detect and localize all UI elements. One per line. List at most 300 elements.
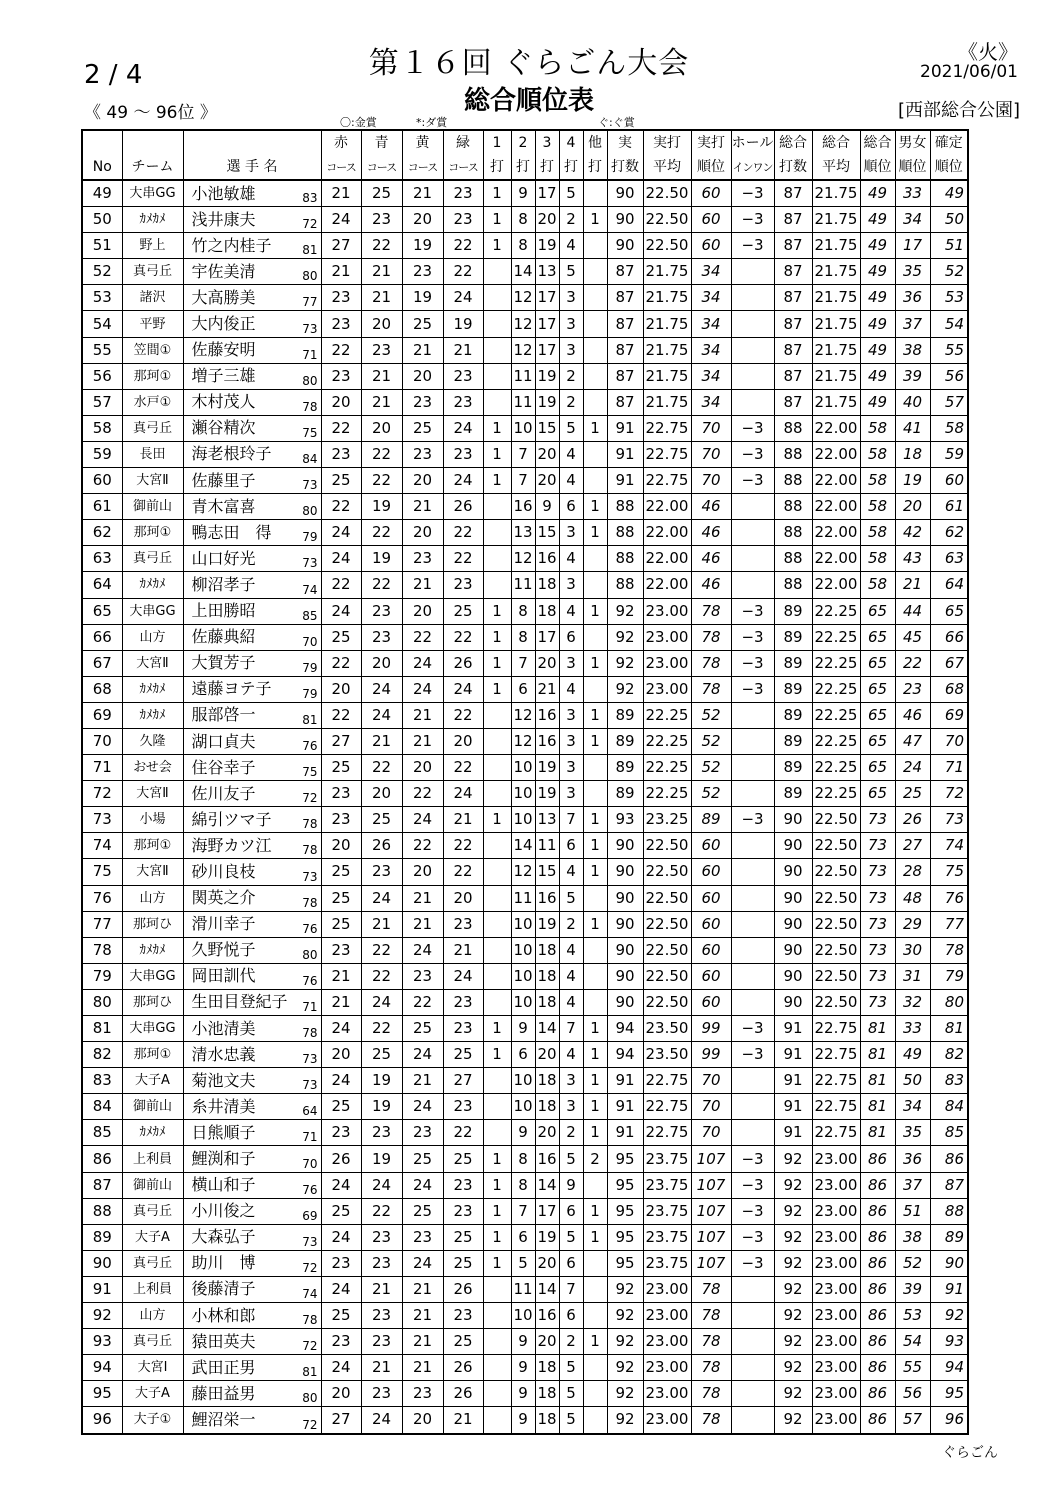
cell-s4: 3 [559, 1094, 583, 1120]
cell-srank: 78 [691, 1329, 731, 1355]
cell-green: 22 [443, 702, 483, 728]
cell-blue: 23 [361, 624, 402, 650]
cell-total: 89 [774, 728, 812, 754]
cell-s2: 10 [511, 1094, 535, 1120]
cell-tavg: 23.00 [812, 1146, 860, 1172]
cell-trank: 58 [860, 441, 895, 467]
player-name: 綿引ツマ子 [191, 809, 272, 829]
player-name: 山口好光 [191, 548, 256, 568]
cell-grank: 47 [895, 728, 930, 754]
cell-yellow: 21 [402, 702, 443, 728]
cell-no: 73 [82, 807, 122, 833]
cell-blue: 26 [361, 833, 402, 859]
table-row [82, 572, 968, 598]
cell-blue: 22 [361, 755, 402, 781]
cell-s3: 18 [535, 937, 559, 963]
cell-total: 92 [774, 1250, 812, 1276]
cell-total: 88 [774, 494, 812, 520]
cell-no: 55 [82, 337, 122, 363]
player-age: 73 [302, 1234, 318, 1249]
cell-no: 82 [82, 1042, 122, 1068]
cell-avg: 22.50 [643, 859, 691, 885]
player-age: 70 [302, 634, 318, 649]
player-age: 81 [302, 712, 318, 727]
cell-blue: 22 [361, 937, 402, 963]
cell-total: 88 [774, 520, 812, 546]
cell-no: 56 [82, 363, 122, 389]
player-name: 瀬谷精次 [191, 418, 256, 438]
table-row [82, 1329, 968, 1355]
col-header-yellow: コース [402, 155, 443, 180]
cell-tavg: 22.75 [812, 1068, 860, 1094]
cell-srank: 46 [691, 546, 731, 572]
cell-total: 90 [774, 989, 812, 1015]
col-header-green: コース [443, 155, 483, 180]
cell-grank: 40 [895, 389, 930, 415]
cell-red: 20 [321, 389, 361, 415]
cell-final: 93 [930, 1329, 968, 1355]
cell-trank: 86 [860, 1250, 895, 1276]
cell-trank: 65 [860, 755, 895, 781]
cell-player-name [183, 1094, 321, 1120]
cell-blue: 22 [361, 233, 402, 259]
cell-tavg: 23.00 [812, 1329, 860, 1355]
cell-hio: −3 [731, 1172, 774, 1198]
cell-srank: 34 [691, 285, 731, 311]
cell-srank: 70 [691, 1094, 731, 1120]
table-row [82, 728, 968, 754]
cell-final: 78 [930, 937, 968, 963]
cell-s1 [483, 311, 511, 337]
cell-yellow: 25 [402, 311, 443, 337]
cell-s1 [483, 259, 511, 285]
player-name: 小川俊之 [191, 1201, 256, 1221]
cell-blue: 24 [361, 1407, 402, 1434]
cell-s1: 1 [483, 676, 511, 702]
cell-green: 25 [443, 1146, 483, 1172]
cell-srank: 60 [691, 233, 731, 259]
cell-no: 74 [82, 833, 122, 859]
cell-final: 50 [930, 207, 968, 233]
cell-other [583, 337, 607, 363]
player-age: 75 [302, 425, 318, 440]
cell-s1 [483, 1381, 511, 1407]
cell-s1 [483, 520, 511, 546]
cell-avg: 22.50 [643, 233, 691, 259]
cell-blue: 23 [361, 1120, 402, 1146]
cell-player-name [183, 441, 321, 467]
cell-no: 54 [82, 311, 122, 337]
cell-s1: 1 [483, 468, 511, 494]
cell-srank: 107 [691, 1172, 731, 1198]
cell-no: 71 [82, 755, 122, 781]
cell-green: 24 [443, 963, 483, 989]
table-row [82, 468, 968, 494]
table-row [82, 963, 968, 989]
cell-final: 58 [930, 415, 968, 441]
cell-yellow: 24 [402, 1094, 443, 1120]
cell-other [583, 937, 607, 963]
col-header-blue: コース [361, 155, 402, 180]
cell-player-name [183, 285, 321, 311]
cell-red: 22 [321, 650, 361, 676]
cell-total: 89 [774, 676, 812, 702]
cell-player-name [183, 1381, 321, 1407]
cell-total: 87 [774, 259, 812, 285]
cell-hio: −3 [731, 207, 774, 233]
cell-trank: 58 [860, 546, 895, 572]
cell-avg: 23.00 [643, 1276, 691, 1302]
cell-s4: 5 [559, 1146, 583, 1172]
cell-hio [731, 1407, 774, 1434]
cell-player-name [183, 1224, 321, 1250]
cell-strokes: 92 [607, 1329, 643, 1355]
player-age: 71 [302, 347, 318, 362]
cell-blue: 19 [361, 546, 402, 572]
cell-grank: 36 [895, 1146, 930, 1172]
player-name: 増子三雄 [191, 366, 256, 386]
table-row [82, 363, 968, 389]
cell-blue: 20 [361, 650, 402, 676]
cell-red: 25 [321, 468, 361, 494]
cell-avg: 23.75 [643, 1198, 691, 1224]
cell-trank: 73 [860, 833, 895, 859]
cell-no: 88 [82, 1198, 122, 1224]
cell-trank: 49 [860, 233, 895, 259]
cell-blue: 22 [361, 1198, 402, 1224]
cell-s3: 18 [535, 963, 559, 989]
cell-grank: 31 [895, 963, 930, 989]
player-age: 83 [302, 191, 318, 206]
cell-s1 [483, 546, 511, 572]
cell-s3: 16 [535, 1303, 559, 1329]
player-age: 72 [302, 1417, 318, 1432]
cell-final: 81 [930, 1016, 968, 1042]
cell-final: 73 [930, 807, 968, 833]
cell-trank: 65 [860, 650, 895, 676]
cell-final: 52 [930, 259, 968, 285]
cell-s1 [483, 859, 511, 885]
cell-avg: 22.75 [643, 1120, 691, 1146]
cell-team: 那珂ひ [122, 911, 183, 937]
legend-gold-prize: 〇:金賞 [340, 116, 377, 129]
cell-tavg: 22.25 [812, 650, 860, 676]
cell-final: 53 [930, 285, 968, 311]
cell-trank: 65 [860, 702, 895, 728]
legend-gu-prize: ぐ:ぐ賞 [598, 116, 635, 129]
player-name: 小池清美 [191, 1018, 256, 1038]
cell-player-name [183, 546, 321, 572]
cell-hio: −3 [731, 1146, 774, 1172]
cell-green: 25 [443, 1250, 483, 1276]
cell-strokes: 90 [607, 963, 643, 989]
cell-final: 51 [930, 233, 968, 259]
player-name: 菊池文夫 [191, 1070, 256, 1090]
cell-strokes: 87 [607, 363, 643, 389]
player-name: 佐藤里子 [191, 470, 256, 490]
cell-s1: 1 [483, 441, 511, 467]
cell-grank: 22 [895, 650, 930, 676]
cell-team: 笠間① [122, 337, 183, 363]
player-age: 69 [302, 1208, 318, 1223]
cell-grank: 53 [895, 1303, 930, 1329]
cell-tavg: 22.25 [812, 728, 860, 754]
cell-green: 25 [443, 1224, 483, 1250]
cell-red: 25 [321, 1198, 361, 1224]
table-row [82, 520, 968, 546]
cell-srank: 52 [691, 781, 731, 807]
player-age: 78 [302, 895, 318, 910]
cell-s1 [483, 1094, 511, 1120]
cell-s4: 3 [559, 1068, 583, 1094]
cell-s2: 8 [511, 207, 535, 233]
cell-trank: 49 [860, 337, 895, 363]
player-name: 久野悦子 [191, 940, 256, 960]
cell-s2: 10 [511, 963, 535, 989]
col-header-top-s4: 4 [559, 130, 583, 155]
cell-no: 75 [82, 859, 122, 885]
table-row [82, 859, 968, 885]
cell-tavg: 21.75 [812, 180, 860, 207]
col-header-total: 打数 [774, 155, 812, 180]
cell-srank: 60 [691, 885, 731, 911]
cell-tavg: 22.00 [812, 468, 860, 494]
cell-green: 23 [443, 180, 483, 207]
cell-green: 26 [443, 1355, 483, 1381]
cell-avg: 23.75 [643, 1146, 691, 1172]
table-row [82, 755, 968, 781]
cell-s4: 3 [559, 285, 583, 311]
cell-tavg: 22.75 [812, 1120, 860, 1146]
player-age: 78 [302, 817, 318, 832]
cell-no: 63 [82, 546, 122, 572]
cell-strokes: 87 [607, 285, 643, 311]
cell-hio [731, 1355, 774, 1381]
cell-hio [731, 520, 774, 546]
player-age: 81 [302, 1365, 318, 1380]
table-row [82, 546, 968, 572]
cell-player-name [183, 337, 321, 363]
cell-s3: 19 [535, 911, 559, 937]
cell-yellow: 22 [402, 781, 443, 807]
cell-total: 87 [774, 207, 812, 233]
player-name: 大高勝美 [191, 287, 256, 307]
cell-hio: −3 [731, 1042, 774, 1068]
col-header-top-grank: 男女 [895, 130, 930, 155]
cell-blue: 19 [361, 1094, 402, 1120]
cell-no: 92 [82, 1303, 122, 1329]
cell-avg: 23.00 [643, 1329, 691, 1355]
cell-hio [731, 1120, 774, 1146]
cell-no: 51 [82, 233, 122, 259]
cell-avg: 21.75 [643, 337, 691, 363]
cell-final: 95 [930, 1381, 968, 1407]
cell-no: 87 [82, 1172, 122, 1198]
cell-trank: 86 [860, 1303, 895, 1329]
cell-other [583, 1250, 607, 1276]
cell-grank: 39 [895, 1276, 930, 1302]
cell-total: 87 [774, 337, 812, 363]
cell-blue: 23 [361, 1250, 402, 1276]
cell-strokes: 92 [607, 1381, 643, 1407]
player-name: 佐藤典紹 [191, 627, 256, 647]
cell-blue: 25 [361, 807, 402, 833]
cell-avg: 23.00 [643, 1407, 691, 1434]
cell-green: 22 [443, 1120, 483, 1146]
cell-s1 [483, 911, 511, 937]
cell-yellow: 24 [402, 807, 443, 833]
cell-final: 79 [930, 963, 968, 989]
cell-s2: 13 [511, 520, 535, 546]
cell-tavg: 22.50 [812, 807, 860, 833]
cell-trank: 73 [860, 885, 895, 911]
cell-red: 20 [321, 676, 361, 702]
cell-tavg: 21.75 [812, 259, 860, 285]
cell-tavg: 21.75 [812, 363, 860, 389]
cell-trank: 58 [860, 468, 895, 494]
cell-strokes: 92 [607, 1276, 643, 1302]
cell-final: 88 [930, 1198, 968, 1224]
cell-s3: 17 [535, 311, 559, 337]
cell-final: 75 [930, 859, 968, 885]
player-age: 64 [302, 1104, 318, 1119]
cell-player-name [183, 781, 321, 807]
cell-blue: 22 [361, 520, 402, 546]
cell-team: 大宮Ⅱ [122, 859, 183, 885]
cell-s4: 5 [559, 1224, 583, 1250]
player-age: 76 [302, 921, 318, 936]
cell-strokes: 92 [607, 650, 643, 676]
player-name: 大内俊正 [191, 314, 256, 334]
cell-yellow: 21 [402, 337, 443, 363]
cell-red: 21 [321, 180, 361, 207]
cell-tavg: 22.00 [812, 441, 860, 467]
cell-strokes: 90 [607, 207, 643, 233]
cell-final: 82 [930, 1042, 968, 1068]
cell-s1 [483, 781, 511, 807]
cell-srank: 70 [691, 1120, 731, 1146]
cell-red: 22 [321, 494, 361, 520]
cell-s2: 12 [511, 728, 535, 754]
cell-s4: 9 [559, 1172, 583, 1198]
cell-player-name [183, 755, 321, 781]
cell-total: 89 [774, 650, 812, 676]
cell-total: 87 [774, 285, 812, 311]
cell-srank: 78 [691, 1381, 731, 1407]
cell-tavg: 22.00 [812, 415, 860, 441]
player-age: 73 [302, 321, 318, 336]
cell-s1: 1 [483, 650, 511, 676]
cell-srank: 107 [691, 1198, 731, 1224]
cell-green: 22 [443, 233, 483, 259]
cell-other [583, 259, 607, 285]
cell-red: 25 [321, 1094, 361, 1120]
cell-trank: 58 [860, 415, 895, 441]
cell-s1 [483, 1407, 511, 1434]
cell-avg: 23.00 [643, 650, 691, 676]
cell-yellow: 23 [402, 389, 443, 415]
cell-hio: −3 [731, 624, 774, 650]
col-header-srank: 順位 [691, 155, 731, 180]
cell-total: 89 [774, 598, 812, 624]
cell-total: 92 [774, 1381, 812, 1407]
cell-strokes: 94 [607, 1016, 643, 1042]
cell-green: 23 [443, 572, 483, 598]
cell-strokes: 90 [607, 989, 643, 1015]
cell-srank: 89 [691, 807, 731, 833]
table-row [82, 598, 968, 624]
cell-s1: 1 [483, 415, 511, 441]
player-age: 79 [302, 660, 318, 675]
cell-no: 94 [82, 1355, 122, 1381]
cell-srank: 34 [691, 259, 731, 285]
cell-total: 91 [774, 1094, 812, 1120]
cell-s3: 19 [535, 233, 559, 259]
cell-player-name [183, 1068, 321, 1094]
cell-other [583, 468, 607, 494]
table-row [82, 885, 968, 911]
cell-s3: 16 [535, 546, 559, 572]
cell-s3: 18 [535, 1068, 559, 1094]
cell-red: 22 [321, 337, 361, 363]
cell-team: 大子A [122, 1224, 183, 1250]
cell-total: 89 [774, 624, 812, 650]
cell-s2: 9 [511, 1016, 535, 1042]
cell-other: 1 [583, 1094, 607, 1120]
cell-s4: 7 [559, 1276, 583, 1302]
cell-final: 92 [930, 1303, 968, 1329]
cell-final: 55 [930, 337, 968, 363]
cell-final: 74 [930, 833, 968, 859]
col-header-top-red: 赤 [321, 130, 361, 155]
cell-hio: −3 [731, 598, 774, 624]
cell-green: 23 [443, 911, 483, 937]
cell-red: 23 [321, 1329, 361, 1355]
cell-s1 [483, 363, 511, 389]
player-age: 72 [302, 791, 318, 806]
cell-final: 71 [930, 755, 968, 781]
cell-other [583, 1172, 607, 1198]
player-age: 78 [302, 843, 318, 858]
cell-s4: 6 [559, 833, 583, 859]
cell-trank: 86 [860, 1276, 895, 1302]
cell-green: 22 [443, 833, 483, 859]
cell-final: 96 [930, 1407, 968, 1434]
cell-team: ｶﾒｶﾒ [122, 572, 183, 598]
cell-s2: 8 [511, 624, 535, 650]
cell-s4: 5 [559, 1407, 583, 1434]
cell-avg: 22.50 [643, 989, 691, 1015]
cell-grank: 20 [895, 494, 930, 520]
cell-blue: 19 [361, 1146, 402, 1172]
cell-green: 23 [443, 1094, 483, 1120]
cell-s2: 8 [511, 1172, 535, 1198]
cell-s4: 5 [559, 1381, 583, 1407]
cell-hio: −3 [731, 1224, 774, 1250]
table-row [82, 833, 968, 859]
cell-hio [731, 1303, 774, 1329]
player-name: 宇佐美清 [191, 261, 256, 281]
cell-red: 23 [321, 1120, 361, 1146]
cell-s2: 9 [511, 180, 535, 207]
cell-final: 63 [930, 546, 968, 572]
cell-red: 25 [321, 624, 361, 650]
cell-s4: 5 [559, 180, 583, 207]
player-name: 浅井康夫 [191, 209, 256, 229]
cell-player-name [183, 807, 321, 833]
cell-final: 60 [930, 468, 968, 494]
cell-trank: 65 [860, 781, 895, 807]
